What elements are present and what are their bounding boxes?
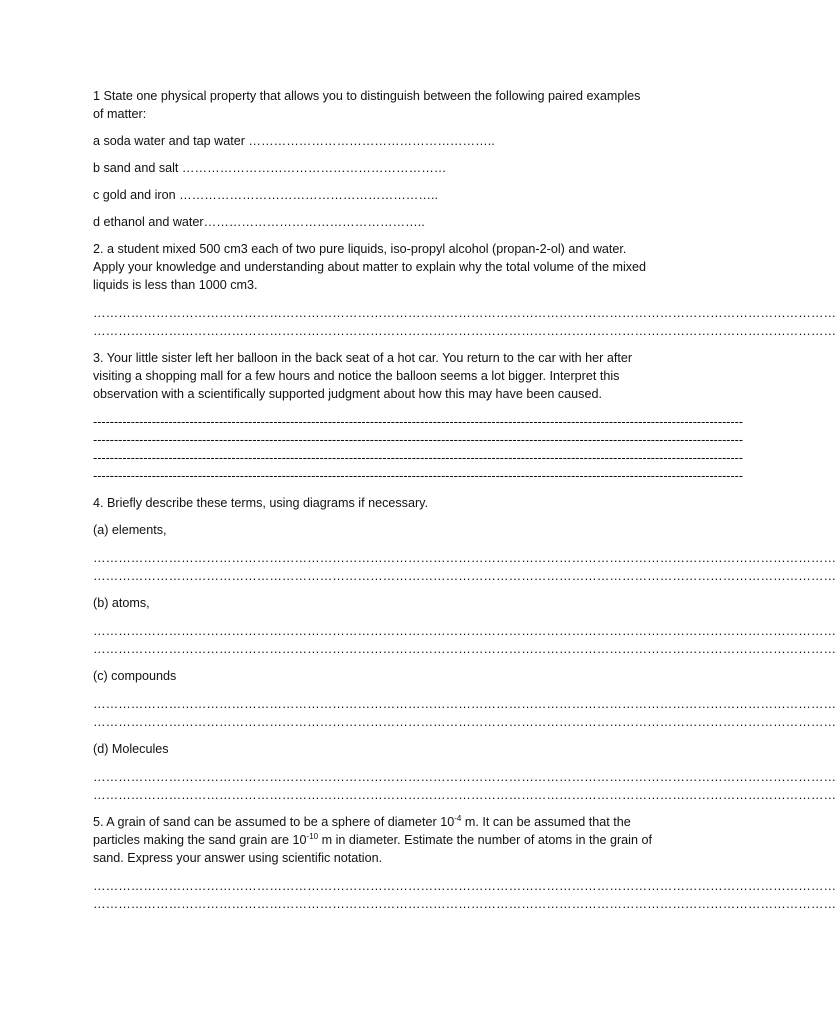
q2-answer-line-2: …………………………………………………………………………………………………………………………………………………………… xyxy=(93,324,836,338)
worksheet xyxy=(93,87,836,913)
q4c-answer-line-2: …………………………………………………………………………………………………………………………………………………………… xyxy=(93,715,836,729)
q1-part-d: d ethanol and water…………………………………………….. xyxy=(93,215,425,229)
q5-line-2 xyxy=(93,831,678,849)
q1-part-c: c gold and iron …………………………………………………….. xyxy=(93,188,438,202)
q4d-answer-line-1: …………………………………………………………………………………………………………………………………………………………… xyxy=(93,770,836,784)
q4-part-b: (b) atoms, xyxy=(93,596,150,610)
q4a-answer-line-1: …………………………………………………………………………………………………………………………………………………………… xyxy=(93,551,836,565)
q5-line-1-text-b: m. It can be assumed that the xyxy=(461,815,631,829)
q4d-answer-line-2: …………………………………………………………………………………………………………………………………………………………… xyxy=(93,788,836,802)
q5-line-3: sand. Express your answer using scientific notation. xyxy=(93,851,383,865)
question-4 xyxy=(93,494,836,804)
q2-answer-line-1: …………………………………………………………………………………………………………………………………………………………… xyxy=(93,306,836,320)
q5-exponent-1: -4 xyxy=(454,814,462,823)
q5-line-2-text-b: m in diameter. Estimate the number of atoms in the grain of xyxy=(318,833,652,847)
question-3 xyxy=(93,349,744,485)
q4-part-a: (a) elements, xyxy=(93,523,167,537)
q3-answer-line-3: ----------------------------------------------------------------------------------------------------------------------------------------------------------- xyxy=(93,451,744,465)
q4b-answer-line-1: …………………………………………………………………………………………………………………………………………………………… xyxy=(93,624,836,638)
question-5 xyxy=(93,813,836,913)
q3-answer-line-2: ----------------------------------------------------------------------------------------------------------------------------------------------------------- xyxy=(93,433,744,447)
q5-line-2-text-a: particles making the sand grain are 10 xyxy=(93,833,307,847)
q3-line-3: observation with a scientifically supported judgment about how this may have been caused. xyxy=(93,387,602,401)
question-1 xyxy=(93,87,678,231)
q1-part-a: a soda water and tap water ………………………………………………….. xyxy=(93,134,495,148)
question-2 xyxy=(93,240,836,340)
q5-line-1-text-a: 5. A grain of sand can be assumed to be a sphere of diameter 10 xyxy=(93,815,455,829)
q3-line-1: 3. Your little sister left her balloon in the back seat of a hot car. You return to the car with her after xyxy=(93,351,633,365)
q4a-answer-line-2: …………………………………………………………………………………………………………………………………………………………… xyxy=(93,569,836,583)
q2-line-3: liquids is less than 1000 cm3. xyxy=(93,278,258,292)
q4b-answer-line-2: …………………………………………………………………………………………………………………………………………………………… xyxy=(93,642,836,656)
q4-part-d: (d) Molecules xyxy=(93,742,169,756)
q5-answer-line-1: …………………………………………………………………………………………………………………………………………………………… xyxy=(93,879,836,893)
q5-line-1 xyxy=(93,813,678,831)
q4-part-c: (c) compounds xyxy=(93,669,177,683)
q4-intro: 4. Briefly describe these terms, using diagrams if necessary. xyxy=(93,496,429,510)
q2-line-2: Apply your knowledge and understanding about matter to explain why the total volume of the mixed xyxy=(93,260,647,274)
q1-part-b: b sand and salt ……………………………………………………… xyxy=(93,161,447,175)
q4c-answer-line-1: …………………………………………………………………………………………………………………………………………………………… xyxy=(93,697,836,711)
q5-exponent-2: -10 xyxy=(306,832,319,841)
q5-answer-line-2: …………………………………………………………………………………………………………………………………………………………… xyxy=(93,897,836,911)
q1-line-1: 1 State one physical property that allows you to distinguish between the following paired examples xyxy=(93,89,641,103)
q3-answer-line-1: ----------------------------------------------------------------------------------------------------------------------------------------------------------- xyxy=(93,415,744,429)
q2-line-1: 2. a student mixed 500 cm3 each of two pure liquids, iso-propyl alcohol (propan-2-ol) and water. xyxy=(93,242,627,256)
q3-answer-line-4: ----------------------------------------------------------------------------------------------------------------------------------------------------------- xyxy=(93,469,744,483)
q1-line-2: of matter: xyxy=(93,107,147,121)
q3-line-2: visiting a shopping mall for a few hours and notice the balloon seems a lot bigger. Interpret this xyxy=(93,369,620,383)
